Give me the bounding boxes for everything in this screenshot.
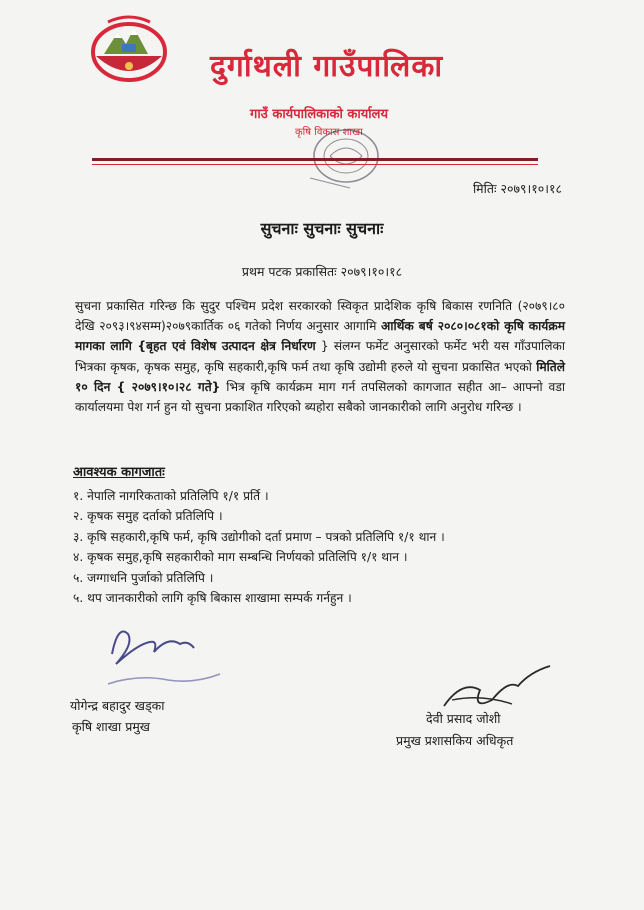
left-signatory-name: योगेन्द्र बहादुर खड्का [70,698,165,713]
nepal-emblem-icon [88,14,170,84]
organization-name: दुर्गाथली गाउँपालिका [210,49,444,84]
list-item: १. नेपालि नागरिकताको प्रतिलिपि १/१ प्रर्ति । [73,489,269,503]
office-name: गाउँ कार्यपालिकाको कार्यालय [250,107,388,122]
branch-name: कृषि विकास शाखा [295,127,363,138]
notice-body [75,296,565,417]
list-item: ३. कृषि सहकारी,कृषि फर्म, कृषि उद्योगीको दर्ता प्रमाण – पत्रको प्रतिलिपि १/१ थान । [73,529,445,544]
left-signatory-title: कृषि शाखा प्रमुख [72,719,151,734]
right-signatory-title: प्रमुख प्रशासकिय अधिकृत [396,733,514,748]
list-item: ५. थप जानकारीको लागि कृषि बिकास शाखामा सम्पर्क गर्नहुन । [73,591,352,606]
body-text-1: सुचना प्रकासित गरिन्छ कि सुदुर पश्चिम प्रदेश सरकारको स्विकृत प्रादेशिक कृषि बिकास रणनिति (२०७९।८० देखि २०९३।९४सम्म)२०७९कार्तिक ०६ गतेको निर्णय अनुसार आगामि [75,299,565,334]
body-bold-1: आर्थिक बर्ष २०८०।०८१को कृषि कार्यक्रम मागका लागि {बृहत एवं विशेष उत्पादन क्षेत्र निर्धारण [75,319,565,354]
body-text-2: } संलग्न फर्मेट अनुसारको फर्मेट भरी यस गाँउपालिका भित्रका कृषक, कृषक समुह, कृषि सहकारी,कृषि फर्म तथा कृषि उद्योमी हरुले यो सुचना प्रकासित भएको [75,339,565,374]
body-text-3: भित्र कृषि कार्यक्रम माग गर्न तपसिलको कागजात सहीत आ– आफ्नो वडा कार्यालयमा पेश गर्न हुन यो सुचना प्रकाशित गरिएको ब्यहोरा सबैको जानकारीको लागि अनुरोध गरिन्छ । [75,379,566,415]
list-item: २. कृषक समुह दर्ताको प्रतिलिपि । [73,509,223,524]
list-item: ४. कृषक समुह,कृषि सहकारीको माग सम्बन्धि निर्णयको प्रतिलिपि १/१ थान । [73,550,408,565]
right-signatory-name: देवी प्रसाद जोशी [426,711,501,726]
required-docs-title: आवश्यक कागजातः [73,465,165,480]
notice-heading: सुचनाः सुचनाः सुचनाः [260,219,384,238]
header-rule-thin [92,164,538,165]
list-item: ५. जग्गाधनि पुर्जाको प्रतिलिपि । [73,570,214,585]
body-bold-2: मितिले १० दिन { २०७९।१०।२८ गते} [75,359,565,394]
required-docs-list [73,486,445,608]
notice-date: मितिः २०७९।१०।१८ [472,181,562,196]
published-line: प्रथम पटक प्रकासितः २०७९।१०।१८ [241,264,403,279]
left-signature-icon [98,614,228,694]
header-rule [92,158,538,161]
